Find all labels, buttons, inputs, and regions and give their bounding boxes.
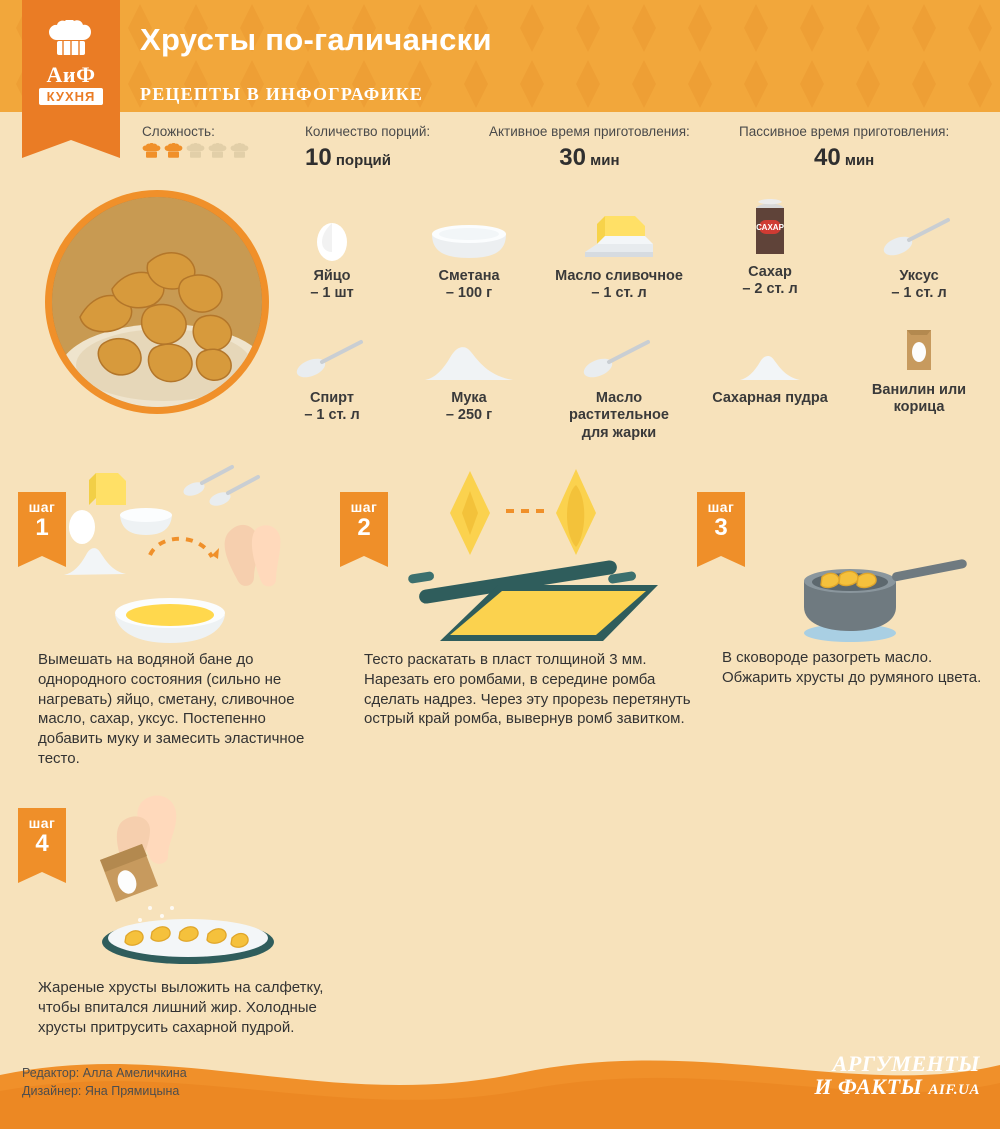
step-1-illustration bbox=[60, 455, 320, 645]
portions-number: 10 bbox=[305, 144, 332, 171]
credit-editor: Редактор: Алла Амеличкина bbox=[22, 1065, 187, 1080]
chef-hat-icon bbox=[164, 143, 183, 160]
flour-pile-icon bbox=[399, 312, 539, 384]
step-badge-3: шаг 3 bbox=[697, 492, 745, 556]
meta-active-time: Активное время приготовления: 30 мин bbox=[489, 124, 690, 171]
meta-difficulty: Сложность: bbox=[142, 124, 249, 160]
dish-photo-illustration bbox=[52, 197, 269, 414]
recipe-meta bbox=[0, 112, 1000, 172]
passive-time-unit: мин bbox=[844, 152, 875, 169]
page-title: Хрусты по-галичански bbox=[140, 22, 492, 57]
brand-line-1: АРГУМЕНТЫ bbox=[832, 1051, 980, 1077]
ingredient-sour-cream: Сметана – 100 г bbox=[399, 190, 539, 303]
step-badge-2: шаг 2 bbox=[340, 492, 388, 556]
step-3-text: В сковороде разогреть масло. Обжарить хрусты до румяного цвета. bbox=[722, 649, 982, 686]
ingredient-sugar: САХАР Сахар – 2 ст. л bbox=[700, 186, 840, 299]
aif-brand-logo bbox=[814, 1052, 980, 1099]
ingredient-vinegar: Уксус – 1 ст. л bbox=[849, 190, 989, 303]
svg-text:САХАР: САХАР bbox=[756, 223, 784, 232]
butter-icon bbox=[549, 190, 689, 262]
spoon-icon bbox=[849, 190, 989, 262]
egg-icon bbox=[262, 190, 402, 262]
chef-hat-icon bbox=[142, 143, 161, 160]
step-badge-4: шаг 4 bbox=[18, 808, 66, 872]
ingredient-flour: Мука – 250 г bbox=[399, 312, 539, 425]
vanilla-pack-icon bbox=[849, 304, 989, 376]
difficulty-icons bbox=[142, 143, 249, 160]
step-4-illustration bbox=[80, 790, 380, 970]
step-4-text: Жареные хрусты выложить на салфетку, чтобы впитался лишний жир. Холодные хрусты притрусить сахарной пудрой. bbox=[38, 979, 324, 1036]
page-subtitle: РЕЦЕПТЫ В ИНФОГРАФИКЕ bbox=[140, 84, 424, 104]
dish-photo bbox=[45, 190, 269, 414]
active-time-number: 30 bbox=[559, 144, 586, 171]
spoon-icon bbox=[549, 312, 689, 384]
logo-aif-text: АиФ bbox=[46, 62, 96, 87]
powder-pile-icon bbox=[700, 312, 840, 384]
logo-badge bbox=[22, 0, 120, 140]
logo-kuhnya-text: КУХНЯ bbox=[39, 88, 103, 105]
chef-hat-icon bbox=[208, 143, 227, 160]
chef-hat-icon bbox=[230, 143, 249, 160]
sour-cream-icon bbox=[399, 190, 539, 262]
step-badge-1: шаг 1 bbox=[18, 492, 66, 556]
portions-unit: порций bbox=[335, 152, 391, 169]
credits bbox=[22, 1064, 187, 1102]
credit-designer: Дизайнер: Яна Прямицына bbox=[22, 1084, 180, 1099]
brand-line-2: И ФАКТЫ bbox=[814, 1074, 923, 1100]
sugar-bag-icon bbox=[700, 186, 840, 258]
ingredient-butter: Масло сливочное – 1 ст. л bbox=[549, 190, 689, 303]
active-time-unit: мин bbox=[590, 152, 620, 169]
brand-url: AIF.UA bbox=[928, 1082, 980, 1099]
step-1-text: Вымешать на водяной бане до однородного состояния (сильно не нагревать) яйцо, сметану, сливочное масло, сахар, уксус. Постепенно добавить муку и замесить эластичное тесто. bbox=[38, 651, 305, 767]
passive-time-number: 40 bbox=[813, 144, 841, 171]
step-3-illustration bbox=[780, 555, 980, 645]
spoon-icon bbox=[262, 312, 402, 384]
ingredient-vanillin: Ванилин или корица bbox=[849, 304, 989, 417]
chef-hat-icon bbox=[186, 143, 205, 160]
step-2-illustration bbox=[398, 455, 688, 645]
ingredient-vegetable-oil: Масло растительное для жарки bbox=[549, 312, 689, 442]
ingredient-egg: Яйцо – 1 шт bbox=[262, 190, 402, 303]
meta-passive-time: Пассивное время приготовления: 40 мин bbox=[739, 124, 950, 171]
step-2-text: Тесто раскатать в пласт толщиной 3 мм. Нарезать его ромбами, в середине ромба сделать надрез. Через эту прорезь перетянуть острый край ромба, вывернув ромб завитком. bbox=[364, 651, 691, 728]
chef-hat-icon bbox=[48, 20, 94, 62]
meta-portions: Количество порций: 10 порций bbox=[305, 124, 431, 171]
ingredient-spirit: Спирт – 1 ст. л bbox=[262, 312, 402, 425]
ingredient-powdered-sugar: Сахарная пудра bbox=[700, 312, 840, 407]
